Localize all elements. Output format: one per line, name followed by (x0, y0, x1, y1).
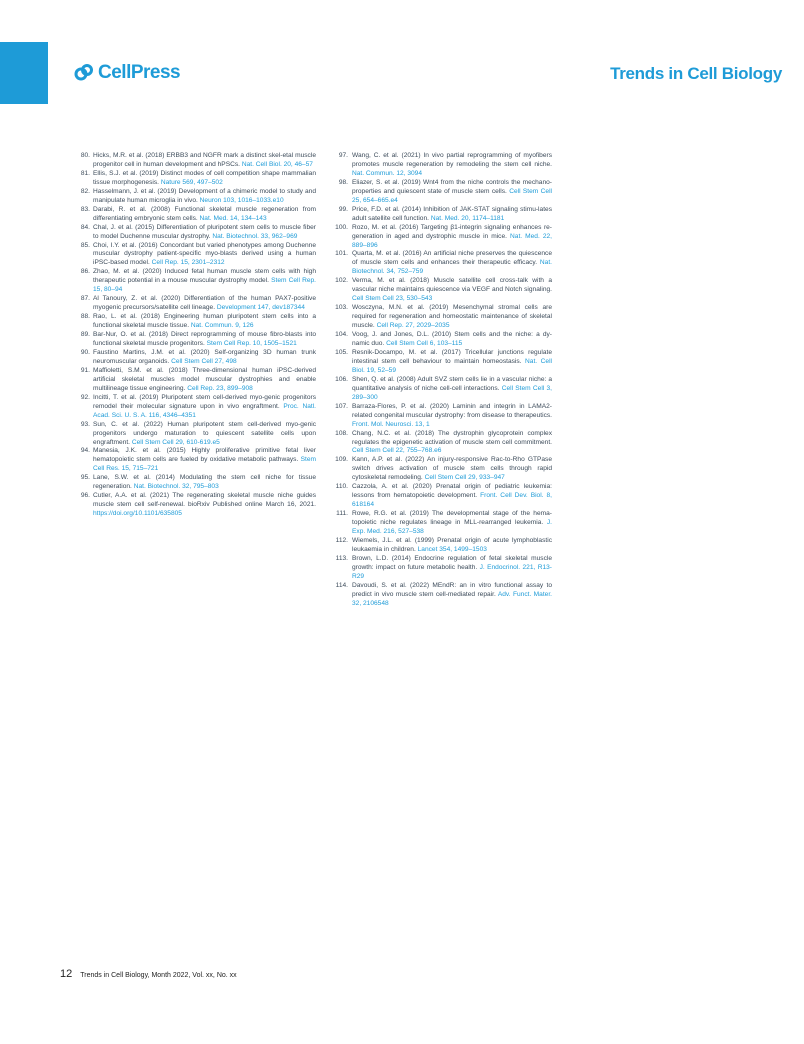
reference-link[interactable]: Stem Cell Res. 15, 715–721 (93, 456, 316, 473)
reference-body: Cazzola, A. et al. (2020) Prenatal origin of pediatric leukemia: lessons from hematopoietic development. (352, 483, 552, 500)
reference-number: 93. (80, 420, 90, 428)
reference-item (330, 376, 552, 403)
reference-number: 110. (335, 483, 348, 491)
reference-link[interactable]: Cell Stem Cell 27, 498 (171, 357, 237, 365)
reference-link[interactable]: Nat. Med. 22, 889–896 (352, 232, 552, 249)
reference-number: 82. (80, 187, 90, 195)
reference-number: 97. (338, 152, 348, 159)
reference-number: 95. (80, 474, 90, 482)
reference-text (352, 250, 552, 277)
reference-item (76, 394, 316, 421)
reference-number: 101. (335, 250, 348, 258)
reference-item (76, 492, 316, 519)
reference-text (93, 421, 316, 448)
journal-title: Trends in Cell Biology (610, 64, 782, 83)
reference-body: Chal, J. et al. (2015) Differentiation of pluripotent stem cells to muscle fiber to model Duchenne muscular dystrophy. (93, 223, 316, 240)
reference-number: 99. (338, 205, 348, 213)
reference-link[interactable]: Nat. Med. 20, 1174–1181 (430, 214, 505, 222)
reference-body: Sun, C. et al. (2022) Human pluripotent stem cell-derived myo-genic progenitors undergo maturation to quiescent satellite cells upon engraftment. (93, 420, 316, 446)
reference-number: 100. (335, 223, 348, 231)
reference-number: 114. (335, 581, 348, 589)
reference-text (352, 224, 552, 251)
reference-body: Choi, I.Y. et al. (2016) Concordant but varied phenotypes among Duchenne muscular dystrophy patient-specific myo-blasts derived using a human iPSC-based model. (93, 241, 316, 267)
reference-body: Barraza-Flores, P. et al. (2020) Laminin and integrin in LAMA2-related congenital muscular dystrophy: from disease to therapeutics. (352, 402, 552, 419)
reference-body: Cutler, A.A. et al. (2021) The regenerating skeletal muscle niche guides muscle stem cell self-renewal. bioRxiv Published online March 16, 2021. (93, 492, 316, 509)
reference-body: Maffioletti, S.M. et al. (2018) Three-dimensional human iPSC-derived artificial skeletal muscles model muscular dystrophies and enable multilineage tissue engineering. (93, 366, 316, 392)
reference-text (352, 456, 552, 483)
reference-text (352, 152, 552, 179)
reference-link[interactable]: Proc. Natl. Acad. Sci. U. S. A. 116, 4346–4351 (93, 402, 317, 419)
reference-text (93, 224, 316, 242)
reference-item (330, 277, 552, 304)
reference-text (352, 206, 552, 224)
reference-list-right (330, 152, 552, 609)
reference-number: 84. (80, 223, 90, 231)
reference-text (93, 349, 316, 367)
reference-body: Shen, Q. et al. (2008) Adult SVZ stem cells lie in a vascular niche: a quantitative analysis of niche cell-cell interactions. (352, 375, 552, 392)
reference-number: 98. (338, 178, 348, 186)
publisher-name: CellPress (98, 62, 181, 83)
reference-text (93, 331, 316, 349)
reference-body: Chang, N.C. et al. (2018) The dystrophin glycoprotein complex regulates the epigenetic activation of muscle stem cell commitment. (352, 429, 552, 446)
reference-number: 108. (335, 429, 348, 437)
reference-body: Wiemels, J.L. et al. (1999) Prenatal origin of acute lymphoblastic leukaemia in children. (352, 536, 552, 553)
reference-item (330, 537, 552, 555)
reference-number: 109. (335, 456, 348, 464)
reference-item (76, 349, 316, 367)
reference-number: 87. (80, 295, 90, 303)
reference-item (330, 331, 552, 349)
reference-link[interactable]: Stem Cell Rep. 15, 80–94 (93, 277, 316, 294)
reference-item (76, 242, 316, 269)
reference-link[interactable]: Nat. Med. 14, 134–143 (199, 214, 267, 222)
reference-text (352, 331, 552, 349)
reference-number: 89. (80, 331, 90, 339)
reference-link[interactable]: Nat. Commun. 9, 126 (190, 322, 254, 330)
reference-body: Kann, A.P. et al. (2022) An injury-responsive Rac-to-Rho GTPase switch drives activation of muscle stem cells through rapid cytoskeletal remodeling. (352, 456, 552, 482)
reference-item (330, 403, 552, 430)
reference-text (93, 474, 316, 492)
reference-link[interactable]: Cell Rep. 27, 2029–2035 (376, 322, 450, 330)
reference-link[interactable]: Cell Stem Cell 25, 654–665.e4 (352, 187, 552, 204)
reference-link[interactable]: J. Exp. Med. 216, 527–538 (352, 519, 552, 536)
reference-link[interactable]: https://doi.org/10.1101/635805 (93, 510, 182, 518)
reference-text (352, 430, 552, 457)
reference-body: Ellis, S.J. et al. (2019) Distinct modes of cell competition shape mammalian tissue morphogenesis. (93, 169, 316, 186)
reference-body: Faustino Martins, J.M. et al. (2020) Self-organizing 3D human trunk neuromuscular organoids. (93, 348, 316, 365)
reference-body: Verma, M. et al. (2018) Muscle satellite cell cross-talk with a vascular niche maintains quiescence via VEGF and Notch signaling. (352, 277, 552, 294)
reference-item (330, 555, 552, 582)
reference-item (76, 421, 316, 448)
reference-item (330, 206, 552, 224)
reference-item (76, 188, 316, 206)
reference-item (330, 510, 552, 537)
reference-item (330, 430, 552, 457)
reference-text (93, 492, 316, 519)
reference-item (330, 304, 552, 331)
reference-item (330, 483, 552, 510)
reference-link[interactable]: Adv. Funct. Mater. 32, 2106548 (352, 590, 553, 607)
reference-number: 83. (80, 205, 90, 213)
reference-link[interactable]: Lancet 354, 1499–1503 (417, 545, 487, 553)
page-number: 12 (60, 968, 73, 980)
reference-text (352, 483, 552, 510)
reference-link[interactable]: Stem Cell Rep. 10, 1505–1521 (206, 340, 297, 348)
reference-number: 81. (80, 169, 90, 177)
reference-body: Wosczyna, M.N. et al. (2019) Mesenchymal stromal cells are required for regeneration and homeostatic maintenance of skeletal muscle. (352, 304, 552, 330)
reference-body: Voog, J. and Jones, D.L. (2010) Stem cells and the niche: a dy-namic duo. (352, 331, 552, 348)
reference-item (330, 349, 552, 376)
cellpress-logo-icon (74, 63, 94, 83)
reference-link[interactable]: Front. Cell Dev. Biol. 8, 618164 (352, 492, 552, 509)
reference-text (93, 206, 316, 224)
reference-item (76, 367, 316, 394)
reference-item (76, 313, 316, 331)
reference-body: Brown, L.D. (2014) Endocrine regulation of fetal skeletal muscle growth: impact on future metabolic health. (352, 554, 552, 571)
reference-body: Rozo, M. et al. (2016) Targeting β1-integrin signaling enhances re-generation in aged and dystrophic muscle in mice. (352, 223, 552, 240)
reference-number: 105. (335, 348, 348, 356)
reference-item (76, 152, 316, 170)
reference-link[interactable]: Nat. Biotechnol. 33, 962–969 (212, 232, 298, 240)
reference-link[interactable]: J. Endocrinol. 221, R13-R29 (352, 563, 552, 580)
reference-body: Price, F.D. et al. (2014) Inhibition of JAK-STAT signaling stimu-lates adult satellite cell function. (352, 205, 552, 222)
reference-link[interactable]: Nature 569, 497–502 (160, 178, 223, 186)
reference-text (93, 394, 316, 421)
reference-link[interactable]: Development 147, dev187344 (216, 304, 305, 312)
reference-body: Rowe, R.G. et al. (2019) The developmental stage of the hema-topoietic niche regulates lineage in MLL-rearranged leukemia. (352, 510, 552, 527)
reference-link[interactable]: Nat. Commun. 12, 3094 (352, 169, 423, 177)
page-footer (60, 968, 237, 980)
reference-number: 94. (80, 447, 90, 455)
reference-body: Darabi, R. et al. (2008) Functional skeletal muscle regeneration from differentiating embryonic stem cells. (93, 205, 316, 222)
header-accent-block (0, 42, 48, 104)
reference-item (330, 250, 552, 277)
reference-link[interactable]: Cell Stem Cell 29, 933–947 (424, 474, 505, 482)
reference-link[interactable]: Nat. Biotechnol. 32, 795–803 (133, 483, 219, 491)
reference-text (93, 152, 316, 170)
reference-body: Incitti, T. et al. (2019) Pluripotent stem cell-derived myo-genic progenitors remodel their molecular signature upon in vivo engraftment. (93, 393, 316, 410)
reference-link[interactable]: Cell Stem Cell 3, 289–300 (352, 384, 552, 401)
footer-citation: Trends in Cell Biology, Month 2022, Vol. xx, No. xx (80, 972, 237, 979)
reference-item (76, 268, 316, 295)
reference-number: 88. (80, 313, 90, 321)
reference-item (76, 474, 316, 492)
reference-item (76, 224, 316, 242)
reference-text (93, 367, 316, 394)
reference-link[interactable]: Cell Stem Cell 22, 755–768.e6 (352, 447, 442, 455)
reference-link[interactable]: Cell Stem Cell 23, 530–543 (352, 295, 433, 303)
reference-item (330, 152, 552, 179)
reference-link[interactable]: Nat. Biotechnol. 34, 752–759 (352, 259, 552, 276)
reference-link[interactable]: Neuron 103, 1016–1033.e10 (199, 196, 284, 204)
reference-list-left (76, 152, 316, 519)
reference-number: 107. (335, 402, 348, 410)
reference-item (76, 447, 316, 474)
reference-link[interactable]: Nat. Cell Biol. 20, 46–57 (241, 160, 313, 168)
reference-text (352, 304, 552, 331)
reference-body: Al Tanoury, Z. et al. (2020) Differentiation of the human PAX7-positive myogenic precursors/satellite cell lineage. (93, 295, 316, 312)
reference-number: 106. (335, 375, 348, 383)
reference-item (76, 206, 316, 224)
reference-number: 102. (335, 277, 348, 285)
reference-number: 91. (80, 366, 90, 374)
reference-item (330, 179, 552, 206)
reference-body: Eliazer, S. et al. (2019) Wnt4 from the niche controls the mechano-properties and quiescent state of muscle stem cells. (352, 178, 552, 195)
reference-text (352, 376, 552, 403)
reference-number: 85. (80, 241, 90, 249)
reference-number: 92. (80, 393, 90, 401)
reference-text (352, 510, 552, 537)
reference-number: 80. (80, 152, 90, 159)
reference-item (330, 224, 552, 251)
reference-text (93, 447, 316, 474)
reference-item (330, 582, 552, 609)
reference-number: 111. (336, 510, 348, 518)
reference-text (93, 313, 316, 331)
reference-item (76, 331, 316, 349)
publisher-logo (74, 62, 180, 84)
reference-text (352, 555, 552, 582)
reference-text (93, 170, 316, 188)
reference-item (330, 456, 552, 483)
reference-link[interactable]: Front. Mol. Neurosci. 13, 1 (352, 420, 430, 428)
reference-body: Resnik-Docampo, M. et al. (2017) Tricellular junctions regulate intestinal stem cell behaviour to maintain homeostasis. (352, 348, 552, 365)
reference-link[interactable]: Cell Stem Cell 29, 610-619.e5 (131, 438, 220, 446)
reference-body: Hicks, M.R. et al. (2018) ERBB3 and NGFR mark a distinct skel-etal muscle progenitor cell in human development and hPSCs. (93, 152, 316, 168)
reference-text (352, 349, 552, 376)
reference-body: Rao, L. et al. (2018) Engineering human pluripotent stem cells into a functional skeletal muscle tissue. (93, 313, 316, 330)
reference-number: 104. (335, 331, 348, 339)
reference-text (93, 242, 316, 269)
reference-text (93, 188, 316, 206)
reference-body: Manesia, J.K. et al. (2015) Highly proliferative primitive fetal liver hematopoietic stem cells are fueled by oxidative metabolic pathways. (93, 447, 316, 464)
reference-body: Hasselmann, J. et al. (2019) Development of a chimeric model to study and manipulate human microglia in vivo. (93, 187, 316, 204)
reference-body: Quarta, M. et al. (2016) An artificial niche preserves the quiescence of muscle stem cells and enhances their therapeutic efficacy. (352, 250, 552, 267)
reference-body: Wang, C. et al. (2021) In vivo partial reprogramming of myofibers promotes muscle regeneration by remodeling the stem cell niche. (352, 152, 552, 168)
reference-text (352, 403, 552, 430)
reference-body: Lane, S.W. et al. (2014) Modulating the stem cell niche for tissue regeneration. (93, 474, 316, 491)
reference-link[interactable]: Cell Rep. 23, 899–908 (187, 384, 253, 392)
reference-text (352, 537, 552, 555)
reference-text (93, 295, 316, 313)
reference-number: 90. (80, 348, 90, 356)
reference-number: 112. (335, 536, 348, 544)
reference-item (76, 295, 316, 313)
reference-number: 86. (80, 268, 90, 276)
reference-body: Zhao, M. et al. (2020) Induced fetal human muscle stem cells with high therapeutic potential in a mouse muscular dystrophy model. (93, 268, 316, 285)
reference-link[interactable]: Nat. Cell Biol. 19, 52–59 (352, 357, 552, 374)
reference-text (352, 277, 552, 304)
reference-link[interactable]: Cell Rep. 15, 2301–2312 (151, 259, 225, 267)
reference-number: 103. (335, 304, 348, 312)
reference-number: 113. (335, 554, 348, 562)
reference-body: Bar-Nur, O. et al. (2018) Direct reprogramming of mouse fibro-blasts into functional skeletal muscle progenitors. (93, 331, 316, 348)
reference-text (352, 582, 552, 609)
reference-body: Davoudi, S. et al. (2022) MEndR: an in vitro functional assay to predict in vivo muscle stem cell-mediated repair. (352, 581, 552, 598)
reference-text (352, 179, 552, 206)
reference-link[interactable]: Cell Stem Cell 6, 103–115 (386, 340, 463, 348)
reference-item (76, 170, 316, 188)
reference-number: 96. (80, 492, 90, 500)
reference-text (93, 268, 316, 295)
